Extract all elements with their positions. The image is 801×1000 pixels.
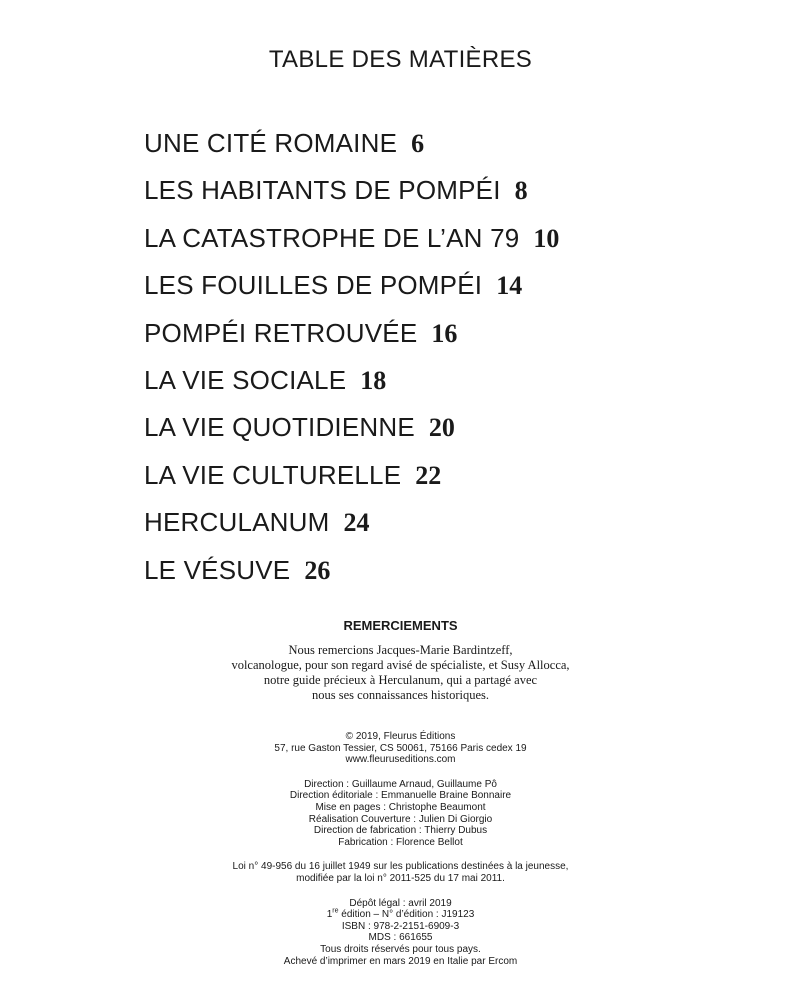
- isbn: ISBN : 978-2-2151-6909-3: [341, 920, 460, 932]
- toc-entry-title: HERCULANUM: [144, 507, 330, 538]
- acknowledgements-text: [0, 643, 801, 703]
- toc-entry-title: LES HABITANTS DE POMPÉI: [144, 175, 501, 206]
- staff-line: Direction éditoriale : Emmanuelle Braine Bonnaire: [289, 790, 512, 802]
- law-block: [0, 861, 801, 884]
- toc-entry-title: LES FOUILLES DE POMPÉI: [144, 270, 483, 301]
- staff-line: Direction : Guillaume Arnaud, Guillaume Pô: [304, 778, 497, 790]
- toc-entry: [144, 310, 559, 357]
- toc-heading: TABLE DES MATIÈRES: [268, 46, 533, 73]
- staff-block: [0, 779, 801, 849]
- toc-entry: [144, 452, 559, 499]
- law-line: modifiée par la loi n° 2011-525 du 17 mai 2011.: [296, 872, 505, 884]
- rights-line: Tous droits réservés pour tous pays.: [320, 943, 481, 955]
- toc-entry-page: 10: [533, 223, 560, 253]
- acknowledgements-line: nous ses connaissances historiques.: [311, 688, 490, 702]
- toc-entry-title: POMPÉI RETROUVÉE: [144, 317, 418, 348]
- toc-entry-page: 26: [304, 555, 331, 585]
- legal-block: [0, 898, 801, 968]
- credits-section: [0, 618, 801, 980]
- toc-entry: [144, 357, 559, 404]
- mds: MDS : 661655: [368, 932, 433, 944]
- toc-entry: [144, 262, 559, 309]
- staff-line: Mise en pages : Christophe Beaumont: [315, 801, 486, 813]
- edition-number: [0, 909, 801, 921]
- edition-rest: édition – N° d’édition : J19123: [338, 909, 475, 921]
- legal-deposit: Dépôt légal : avril 2019: [349, 897, 452, 909]
- publisher-address: 57, rue Gaston Tessier, CS 50061, 75166 Paris cedex 19: [274, 742, 527, 754]
- toc-entry-page: 22: [415, 460, 442, 490]
- toc-entry-page: 16: [431, 318, 458, 348]
- law-line: Loi n° 49-956 du 16 juillet 1949 sur les publications destinées à la jeunesse,: [232, 861, 569, 873]
- toc-entry: [144, 499, 559, 546]
- toc-entry-title: LE VÉSUVE: [144, 554, 291, 585]
- printing-line: Achevé d’imprimer en mars 2019 en Italie par Ercom: [283, 955, 518, 967]
- edition-superscript: re: [332, 907, 339, 915]
- toc-list: [144, 120, 559, 594]
- acknowledgements-line: notre guide précieux à Herculanum, qui a partagé avec: [263, 673, 538, 687]
- toc-entry: [144, 120, 559, 167]
- acknowledgements-line: Nous remercions Jacques-Marie Bardintzeff,: [288, 643, 513, 657]
- toc-entry-page: 6: [411, 129, 425, 158]
- edition-prefix: 1: [326, 909, 333, 921]
- staff-line: Direction de fabrication : Thierry Dubus: [313, 825, 488, 837]
- publisher-block: [0, 731, 801, 766]
- toc-entry-page: 18: [360, 365, 387, 395]
- copyright-line: © 2019, Fleurus Éditions: [345, 731, 456, 742]
- toc-entry-page: 20: [428, 413, 455, 443]
- publisher-website: www.fleuruseditions.com: [345, 754, 456, 766]
- toc-entry: [144, 167, 559, 214]
- acknowledgements-line: volcanologue, pour son regard avisé de spécialiste, et Susy Allocca,: [231, 658, 570, 672]
- staff-line: Fabrication : Florence Bellot: [338, 836, 463, 848]
- toc-entry: [144, 404, 559, 451]
- toc-entry: [144, 547, 559, 594]
- toc-entry-page: 8: [514, 176, 528, 206]
- toc-entry-title: LA VIE SOCIALE: [144, 364, 347, 395]
- toc-entry-title: UNE CITÉ ROMAINE: [144, 128, 398, 158]
- toc-entry-page: 14: [496, 271, 523, 301]
- toc-entry-title: LA VIE CULTURELLE: [144, 459, 402, 490]
- toc-entry-title: LA VIE QUOTIDIENNE: [144, 412, 415, 443]
- toc-entry-page: 24: [343, 508, 370, 538]
- acknowledgements-title: REMERCIEMENTS: [343, 618, 458, 633]
- toc-entry: [144, 215, 559, 262]
- staff-line: Réalisation Couverture : Julien Di Giorgio: [308, 813, 493, 825]
- toc-entry-title: LA CATASTROPHE DE L’AN 79: [144, 222, 520, 253]
